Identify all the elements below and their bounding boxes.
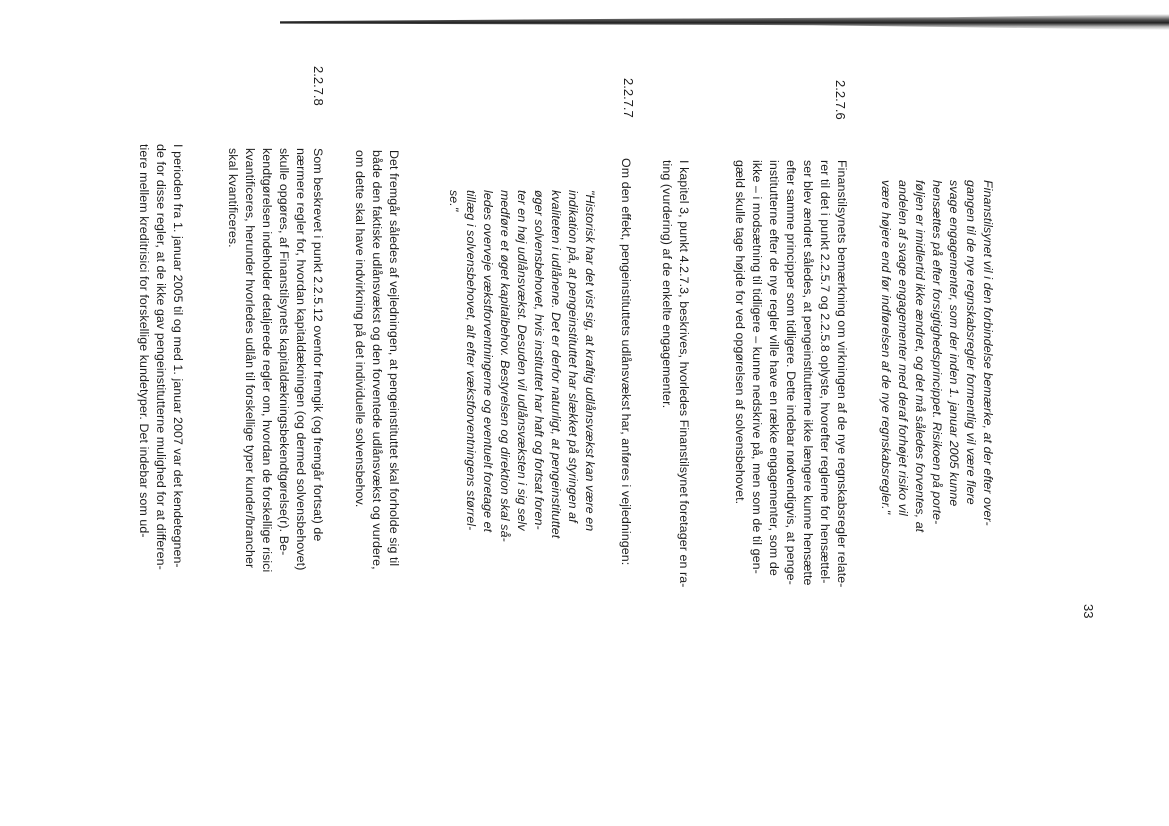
text-line: både den faktiske udlånsvækst og den forventede udlånsvækst og vurdere, (370, 150, 384, 570)
text-line: tiere mellem kreditrisici for forskellige kundetyper. Det indebar som ud- (137, 144, 151, 538)
quote-block-2 (445, 190, 598, 542)
text-line: om dette skal have indvirkning på det individuelle solvensbehov. (353, 150, 367, 508)
text-line: skal kvantificeres. (226, 148, 240, 248)
text-line: gæld skulle tage højde for ved opgørelsen af solvensbehovet. (733, 160, 747, 505)
paragraph-4 (351, 150, 402, 570)
text-line: ikke – i modsætning til tidligere – kunne nedskrive på, men som de til gen- (750, 160, 764, 574)
text-line: institutterne efter de nye regler ville have en række engagementer, som de (767, 160, 781, 576)
text-line: Finanstilsynet vil i den forbindelse bemærke, at der efter over- (981, 180, 995, 526)
paragraph-3 (617, 158, 634, 565)
text-line: ser blev ændret således, at pengeinstitutterne ikke længere kunne hensætte (801, 160, 815, 586)
section-number-2-2-7-6: 2.2.7.6 (833, 80, 848, 120)
text-line: andelen af svage engagementer med deraf forhøjet risiko vil (896, 180, 910, 516)
section-number-2-2-7-8: 2.2.7.8 (311, 66, 326, 106)
text-line: tillæg i solvensbehovet, alt efter vækstforventningens størrel- (464, 190, 478, 531)
text-line: Som beskrevet i punkt 2.2.5.12 ovenfor fremgik (og fremgår fortsat) de (311, 148, 325, 542)
text-line: Det fremgår således af vejledningen, at pengeinstituttet skal forholde sig til (387, 150, 401, 567)
paragraph-2 (658, 160, 692, 587)
quote-block-1 (877, 180, 996, 532)
text-line: skulle opgøres, af Finanstilsynets kapitaldækningsbekendtgørelse(r). Be- (277, 148, 291, 556)
text-line: hensættes på efter forsigtighedsprincippet. Risikoen på porte- (930, 180, 944, 525)
section-number-2-2-7-7: 2.2.7.7 (621, 78, 636, 118)
text-line: rer til det i punkt 2.2.5.7 og 2.2.5.8 oplyste, hvorefter reglerne for hensættel- (818, 160, 832, 584)
paragraph-6 (135, 144, 186, 570)
text-line: Finanstilsynets bemærkning om virkningen af de nye regnskabsregler relate- (835, 160, 849, 588)
page-number: 33 (1081, 604, 1096, 619)
text-line: se." (447, 190, 461, 212)
scan-shadow-edge (280, 14, 1169, 30)
text-line: være højere end før indførelsen af de nye regnskabsregler." (879, 180, 893, 515)
text-line: øger solvensbehovet, hvis instituttet har haft og fortsat foren- (532, 190, 546, 530)
text-line: de for disse regler, at de ikke gav pengeinstitutterne mulighed for at differen- (154, 144, 168, 570)
text-line: I perioden fra 1. januar 2005 til og med 1. januar 2007 var det kendetegnen- (171, 144, 185, 568)
text-line: føljen er imidlertid ikke ændret, og det må således forventes, at (913, 180, 927, 533)
paragraph-1 (731, 160, 850, 588)
text-line: kvaliteten i udlånene. Det er derfor naturligt, at pengeinstituttet (549, 190, 563, 539)
text-line: I kapitel 3, punkt 4.2.7.3, beskrives, hvorledes Finanstilsynet foretager en ra- (677, 160, 691, 588)
text-line: ting (vurdering) af de enkelte engagementer. (660, 160, 674, 409)
text-line: "Historisk har det vist sig, at kraftig udlånsvækst kan være en (583, 190, 597, 532)
text-line: Om den effekt, pengeinstituttets udlånsvækst har, anføres i vejledningen: (619, 158, 633, 566)
text-line: svage engagementer, som der inden 1. januar 2005 kunne (947, 180, 961, 507)
text-line: efter samme principper som tidligere. Dette indebar nødvendigvis, at penge- (784, 160, 798, 585)
text-line: kvantificeres, herunder hvorledes udlån til forskellige typer kunder/brancher (243, 148, 257, 569)
paragraph-5 (224, 148, 326, 572)
text-line: ledes overveje vækstforventningerne og eventuelt foretage et (481, 190, 495, 533)
text-line: indikation på, at pengeinstituttet har slækket på styringen af (566, 190, 580, 523)
text-line: ter en høj udlånsvækst. Desuden vil udlånsvæksten i sig selv (515, 190, 529, 531)
text-line: kendtgørelsen indeholder detaljerede regler om, hvordan de forskellige risici (260, 148, 274, 573)
text-line: gangen til de nye regnskabsregler formentlig vil være flere (964, 180, 978, 505)
text-line: nærmere regler for, hvordan kapitaldækningen (og dermed solvensbehovet) (294, 148, 308, 571)
text-line: medføre et øget kapitalbehov. Bestyrelsen og direktion skal så- (498, 190, 512, 542)
